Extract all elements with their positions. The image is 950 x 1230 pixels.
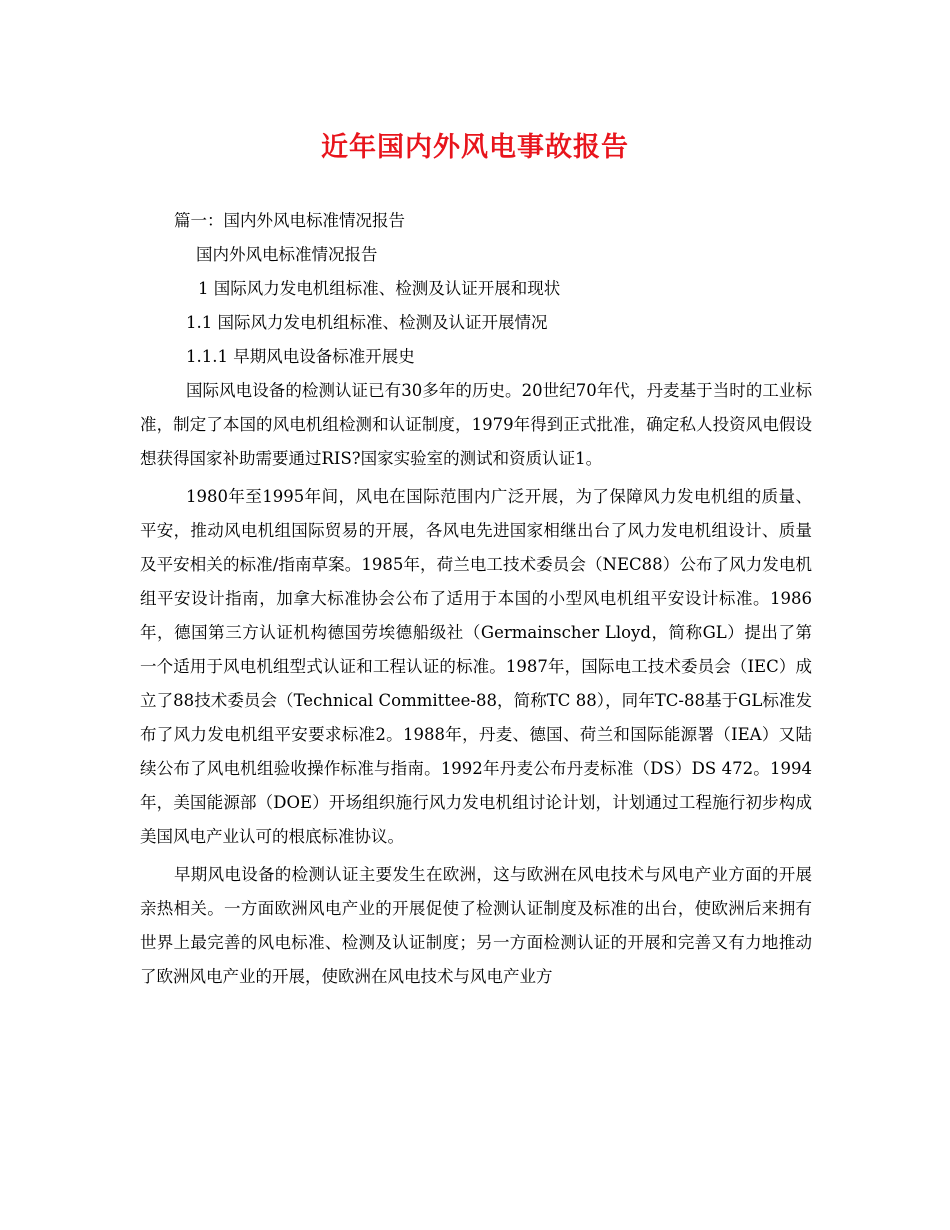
section-heading-1-1-1: 1.1.1 早期风电设备标准开展史 [186, 347, 415, 366]
report-title-heading: 国内外风电标准情况报告 [196, 245, 378, 264]
paragraph-3: 早期风电设备的检测认证主要发生在欧洲，这与欧洲在风电技术与风电产业方面的开展亲热相关。一方面欧洲风电产业的开展促使了检测认证制度及标准的出台，使欧洲后来拥有世界上最完善的风电标准、检测及认证制度；另一方面检测认证的开展和完善又有力地推动了欧洲风电产业的开展，使欧洲在风电技术与风电产业方 [140, 865, 812, 986]
section-heading-1: 1 国际风力发电机组标准、检测及认证开展和现状 [198, 279, 561, 298]
paragraph-2: 1980年至1995年间，风电在国际范围内广泛开展，为了保障风力发电机组的质量、平安，推动风电机组国际贸易的开展，各风电先进国家相继出台了风力发电机组设计、质量及平安相关的标准/指南草案。1985年，荷兰电工技术委员会（NEC88）公布了风力发电机组平安设计指南，加拿大标准协会公布了适用于本国的小型风电机组平安设计标准。1986年，德国第三方认证机构德国劳埃德船级社（Germainscher Lloyd，简称GL）提出了第一个适用于风电机组型式认证和工程认证的标准。1987年，国际电工技术委员会（IEC）成立了88技术委员会（Technical Committee-88，简称TC 88），同年TC-88基于GL标准发布了风力发电机组平安要求标准2。1988年，丹麦、德国、荷兰和国际能源署（IEA）又陆续公布了风电机组验收操作标准与指南。1992年丹麦公布丹麦标准（DS）DS 472。1994年，美国能源部（DOE）开场组织施行风力发电机组讨论计划，计划通过工程施行初步构成美国风电产业认可的根底标准协议。 [140, 487, 812, 846]
paragraph-1: 国际风电设备的检测认证已有30多年的历史。20世纪70年代，丹麦基于当时的工业标准，制定了本国的风电机组检测和认证制度，1979年得到正式批准，确定私人投资风电假设想获得国家补助需要通过RIS?国家实验室的测试和资质认证1。 [140, 381, 812, 468]
part-heading: 篇一：国内外风电标准情况报告 [174, 211, 405, 230]
document-title: 近年国内外风电事故报告 [321, 132, 629, 163]
section-heading-1-1: 1.1 国际风力发电机组标准、检测及认证开展情况 [186, 313, 548, 332]
document-body [140, 204, 812, 994]
